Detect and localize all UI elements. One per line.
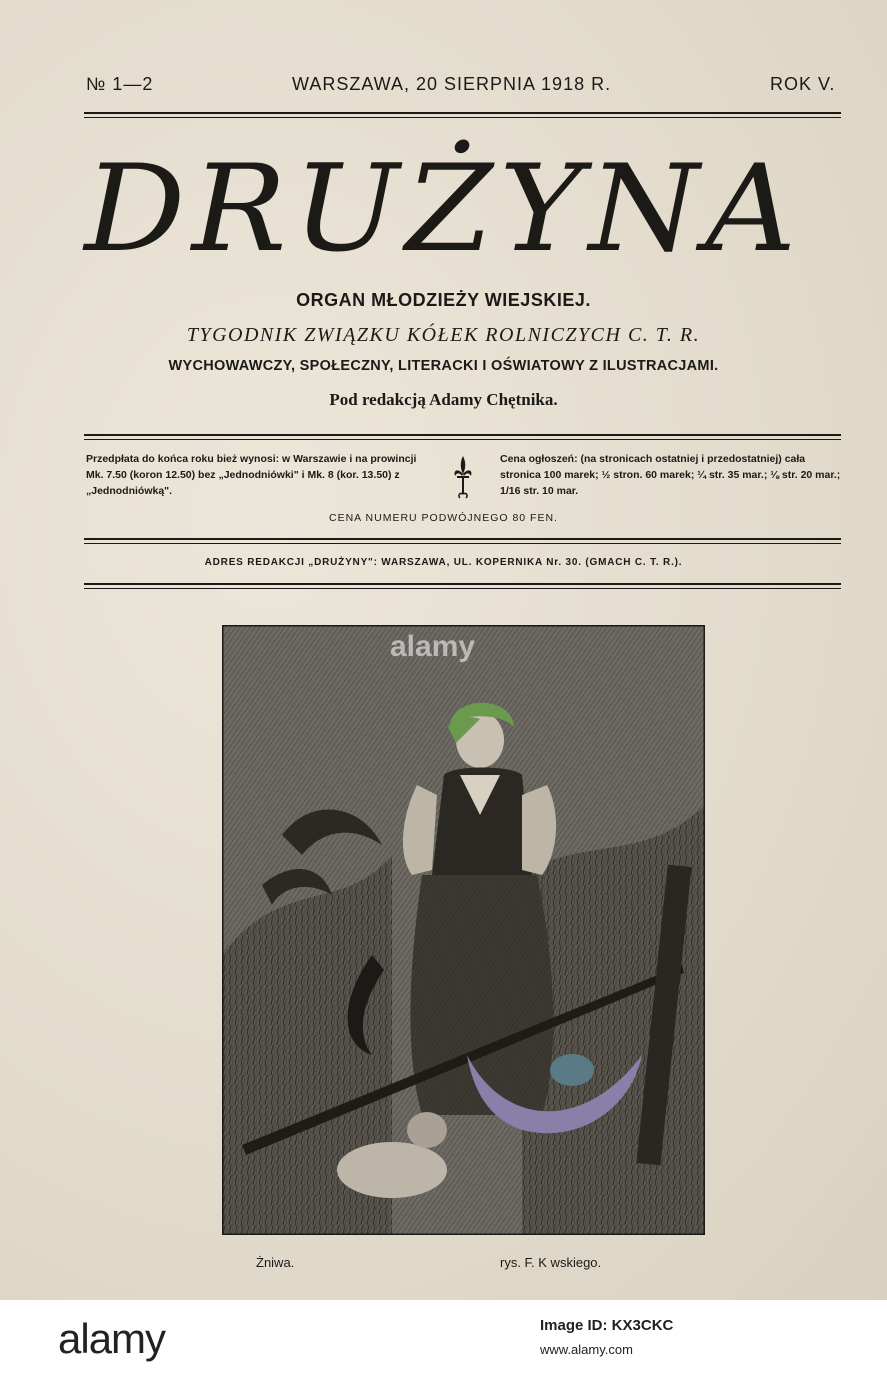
caption-credit: rys. F. K wskiego. (500, 1255, 602, 1270)
ads-price-notice: Cena ogłoszeń: (na stronicach ostatniej i przedostatniej) cała stronica 100 marek; ½ stron. 60 marek; ¼ str. 35 mar.; ⅛ str. 20 mar.; 1/16 str. 10 mar. (500, 453, 841, 497)
watermark-text: alamy (390, 630, 476, 663)
footer-logo: alamy (58, 1315, 166, 1362)
subtitle-scope: WYCHOWAWCZY, SPOŁECZNY, LITERACKI I OŚWIATOWY Z ILUSTRACJAMI. (168, 358, 719, 374)
engraving-harvest-illustration (222, 625, 705, 1235)
issue-number: № 1—2 (86, 74, 154, 94)
place-date: WARSZAWA, 20 SIERPNIA 1918 R. (292, 74, 612, 94)
footer-image-id: Image ID: KX3CKC (540, 1317, 674, 1334)
info-bottom-rule (84, 538, 841, 544)
masthead-title: DRUŻYNA (84, 140, 803, 279)
info-top-rule (84, 434, 841, 440)
address-bottom-rule (84, 583, 841, 589)
editor-line: Pod redakcją Adamy Chętnika. (329, 390, 558, 409)
fleur-de-lis-icon (452, 454, 474, 500)
subtitle-weekly: TYGODNIK ZWIĄZKU KÓŁEK ROLNICZYCH C. T. R. (186, 324, 701, 346)
subtitle-organ: ORGAN MŁODZIEŻY WIEJSKIEJ. (296, 290, 591, 310)
editorial-address: ADRES REDAKCJI „DRUŻYNY": WARSZAWA, UL. KOPERNIKA Nr. 30. (GMACH C. T. R.). (204, 557, 683, 568)
top-rule (84, 112, 841, 118)
footer-site: www.alamy.com (540, 1342, 633, 1357)
volume: ROK V. (770, 74, 836, 94)
footer-info (540, 1314, 850, 1362)
issue-price: CENA NUMERU PODWÓJNEGO 80 FEN. (329, 512, 558, 524)
subscription-notice: Przedpłata do końca roku bież wynosi: w Warszawie i na prowincji Mk. 7.50 (koron 12.50) bez „Jednodniówki" i Mk. 8 (kor. 13.50) z „Jednodniówką". (86, 453, 417, 497)
caption-title: Żniwa. (256, 1255, 295, 1270)
